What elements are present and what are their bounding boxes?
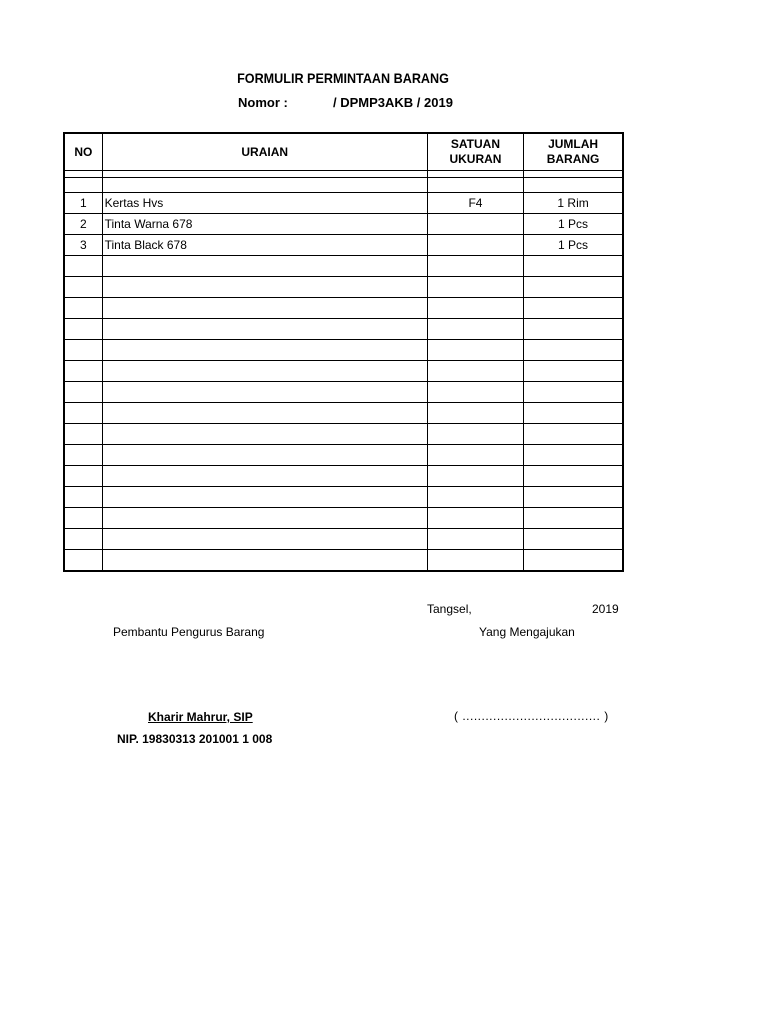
empty-cell bbox=[102, 424, 427, 445]
spacer-row bbox=[64, 171, 623, 178]
empty-cell bbox=[102, 550, 427, 572]
cell-no: 1 bbox=[64, 193, 102, 214]
empty-row bbox=[64, 424, 623, 445]
empty-cell bbox=[524, 445, 623, 466]
empty-row bbox=[64, 550, 623, 572]
empty-row bbox=[64, 508, 623, 529]
empty-cell bbox=[102, 277, 427, 298]
empty-row bbox=[64, 298, 623, 319]
empty-row bbox=[64, 319, 623, 340]
signatory-name: Kharir Mahrur, SIP bbox=[148, 710, 253, 724]
spacer-row bbox=[64, 178, 623, 193]
empty-cell bbox=[524, 382, 623, 403]
cell-satuan bbox=[427, 235, 523, 256]
empty-cell bbox=[102, 403, 427, 424]
empty-row bbox=[64, 529, 623, 550]
cell-uraian: Kertas Hvs bbox=[102, 193, 427, 214]
empty-cell bbox=[64, 424, 102, 445]
empty-row bbox=[64, 277, 623, 298]
empty-cell bbox=[64, 277, 102, 298]
cell-jumlah: 1 Pcs bbox=[524, 214, 623, 235]
empty-cell bbox=[427, 466, 523, 487]
right-role-label: Yang Mengajukan bbox=[479, 625, 575, 639]
place-label: Tangsel, bbox=[427, 602, 472, 616]
empty-cell bbox=[102, 445, 427, 466]
empty-cell bbox=[427, 487, 523, 508]
empty-cell bbox=[102, 319, 427, 340]
nomor-label: Nomor : bbox=[238, 95, 288, 110]
empty-cell bbox=[427, 529, 523, 550]
cell-satuan: F4 bbox=[427, 193, 523, 214]
empty-cell bbox=[427, 361, 523, 382]
cell-satuan bbox=[427, 214, 523, 235]
empty-cell bbox=[524, 466, 623, 487]
empty-cell bbox=[102, 340, 427, 361]
empty-cell bbox=[427, 424, 523, 445]
empty-row bbox=[64, 466, 623, 487]
empty-cell bbox=[102, 382, 427, 403]
empty-cell bbox=[102, 466, 427, 487]
empty-cell bbox=[524, 529, 623, 550]
left-role-label: Pembantu Pengurus Barang bbox=[113, 625, 265, 639]
header-satuan: SATUAN UKURAN bbox=[427, 133, 523, 171]
empty-cell bbox=[64, 550, 102, 572]
empty-row bbox=[64, 361, 623, 382]
table-header-row bbox=[64, 133, 623, 171]
empty-cell bbox=[64, 319, 102, 340]
empty-row bbox=[64, 382, 623, 403]
empty-cell bbox=[102, 256, 427, 277]
empty-cell bbox=[64, 445, 102, 466]
empty-cell bbox=[427, 382, 523, 403]
empty-cell bbox=[64, 487, 102, 508]
empty-cell bbox=[524, 487, 623, 508]
empty-cell bbox=[427, 256, 523, 277]
empty-cell bbox=[64, 403, 102, 424]
empty-cell bbox=[427, 277, 523, 298]
empty-cell bbox=[64, 508, 102, 529]
empty-cell bbox=[427, 550, 523, 572]
empty-row bbox=[64, 403, 623, 424]
empty-cell bbox=[524, 403, 623, 424]
empty-cell bbox=[64, 256, 102, 277]
blank-signature: ( .................................... ) bbox=[454, 709, 609, 723]
empty-cell bbox=[102, 487, 427, 508]
empty-cell bbox=[427, 319, 523, 340]
header-no: NO bbox=[64, 133, 102, 171]
form-title: FORMULIR PERMINTAAN BARANG bbox=[237, 70, 449, 86]
cell-jumlah: 1 Pcs bbox=[524, 235, 623, 256]
empty-cell bbox=[524, 277, 623, 298]
empty-row bbox=[64, 445, 623, 466]
empty-cell bbox=[427, 298, 523, 319]
empty-row bbox=[64, 256, 623, 277]
empty-cell bbox=[64, 340, 102, 361]
empty-cell bbox=[102, 298, 427, 319]
empty-cell bbox=[524, 298, 623, 319]
nomor-value: / DPMP3AKB / 2019 bbox=[333, 95, 453, 110]
empty-cell bbox=[524, 424, 623, 445]
empty-row bbox=[64, 340, 623, 361]
cell-uraian: Tinta Warna 678 bbox=[102, 214, 427, 235]
table-row bbox=[64, 214, 623, 235]
empty-cell bbox=[64, 382, 102, 403]
empty-cell bbox=[102, 529, 427, 550]
header-jumlah: JUMLAH BARANG bbox=[524, 133, 623, 171]
empty-cell bbox=[524, 319, 623, 340]
empty-cell bbox=[64, 298, 102, 319]
empty-cell bbox=[102, 361, 427, 382]
empty-cell bbox=[524, 550, 623, 572]
cell-no: 2 bbox=[64, 214, 102, 235]
empty-cell bbox=[524, 361, 623, 382]
empty-cell bbox=[524, 256, 623, 277]
empty-row bbox=[64, 487, 623, 508]
table-row bbox=[64, 193, 623, 214]
empty-cell bbox=[64, 361, 102, 382]
request-table bbox=[63, 132, 624, 572]
cell-uraian: Tinta Black 678 bbox=[102, 235, 427, 256]
empty-cell bbox=[427, 403, 523, 424]
year-label: 2019 bbox=[592, 602, 619, 616]
empty-cell bbox=[427, 445, 523, 466]
cell-no: 3 bbox=[64, 235, 102, 256]
empty-cell bbox=[102, 508, 427, 529]
table-row bbox=[64, 235, 623, 256]
empty-cell bbox=[524, 508, 623, 529]
table-body bbox=[64, 171, 623, 572]
empty-cell bbox=[524, 340, 623, 361]
cell-jumlah: 1 Rim bbox=[524, 193, 623, 214]
empty-cell bbox=[64, 529, 102, 550]
header-uraian: URAIAN bbox=[102, 133, 427, 171]
signatory-nip: NIP. 19830313 201001 1 008 bbox=[117, 732, 273, 746]
empty-cell bbox=[64, 466, 102, 487]
empty-cell bbox=[427, 340, 523, 361]
empty-cell bbox=[427, 508, 523, 529]
